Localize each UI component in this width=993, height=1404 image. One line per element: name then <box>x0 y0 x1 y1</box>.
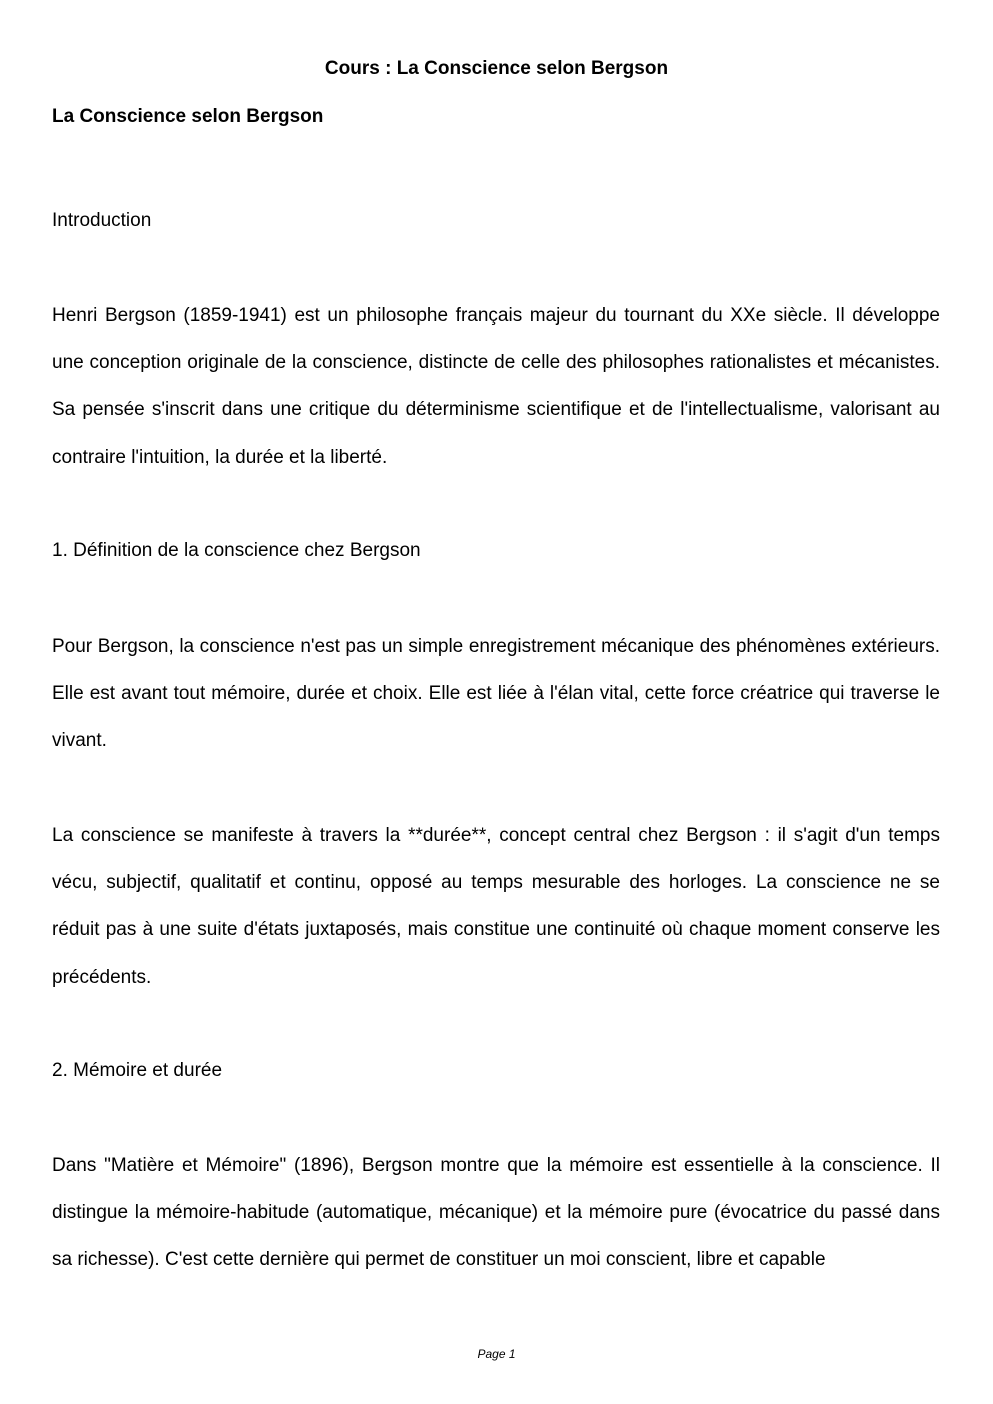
paragraph-memoire-1: Dans "Matière et Mémoire" (1896), Bergson montre que la mémoire est essentielle à la conscience. Il distingue la mémoire-habitude (automatique, mécanique) et la mémoire pure (évocatrice du passé dans sa richesse). C'est cette dernière qui permet de constituer un moi conscient, libre et capable <box>52 1155 940 1271</box>
page-number: Page 1 <box>477 1347 516 1361</box>
section-heading-introduction: Introduction <box>52 210 152 231</box>
document-heading: La Conscience selon Bergson <box>52 106 324 127</box>
section-heading-definition: 1. Définition de la conscience chez Bergson <box>52 540 421 561</box>
paragraph-introduction: Henri Bergson (1859-1941) est un philosophe français majeur du tournant du XXe siècle. Il développe une conception originale de la conscience, distincte de celle des philosophes rationalistes et mécanistes. Sa pensée s'inscrit dans une critique du déterminisme scientifique et de l'intellectualisme, valorisant au contraire l'intuition, la durée et la liberté. <box>52 305 940 468</box>
paragraph-definition-2: La conscience se manifeste à travers la **durée**, concept central chez Bergson : il s'agit d'un temps vécu, subjectif, qualitatif et continu, opposé au temps mesurable des horloges. La conscience ne se réduit pas à une suite d'états juxtaposés, mais constitue une continuité où chaque moment conserve les précédents. <box>52 825 940 988</box>
section-heading-memoire: 2. Mémoire et durée <box>52 1060 223 1081</box>
page-title: Cours : La Conscience selon Bergson <box>324 58 669 79</box>
paragraph-definition-1: Pour Bergson, la conscience n'est pas un simple enregistrement mécanique des phénomènes extérieurs. Elle est avant tout mémoire, durée et choix. Elle est liée à l'élan vital, cette force créatrice qui traverse le vivant. <box>52 636 940 752</box>
